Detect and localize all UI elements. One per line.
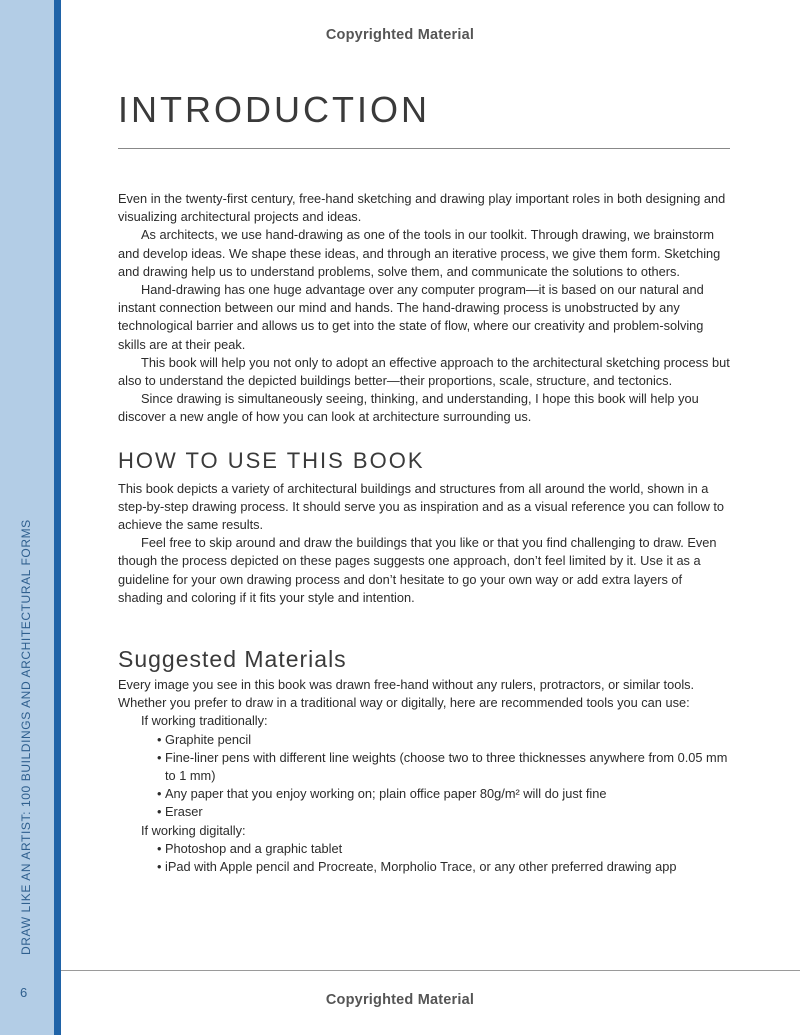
intro-paragraph: This book will help you not only to adopt an effective approach to the architectural sketching process but also to understand the depicted buildings better—their proportions, scale, structure, and tectonics. [118,354,730,389]
watermark-bottom: Copyrighted Material [325,992,475,1008]
how-to-use-body [118,480,730,607]
list-item: • Photoshop and a graphic tablet [157,840,730,858]
intro-paragraph: Hand-drawing has one huge advantage over any computer program—it is based on our natural and instant connection between our mind and hands. The hand-drawing process is unobstructed by any technological barrier and allows us to get into the state of flow, where our creativity and problem-solving skills are at their peak. [118,282,704,352]
footer-divider [61,970,800,971]
watermark-top: Copyrighted Material [325,27,475,43]
intro-paragraph: Since drawing is simultaneously seeing, thinking, and understanding, I hope this book will help you discover a new angle of how you can look at architecture surrounding us. [118,391,699,425]
running-book-title: DRAW LIKE AN ARTIST: 100 BUILDINGS AND ARCHITECTURAL FORMS [19,519,33,955]
how-to-use-heading: HOW TO USE THIS BOOK [118,447,425,473]
page-title: INTRODUCTION [118,89,430,130]
list-item: • Eraser [157,803,730,821]
list-item: • Graphite pencil [157,731,730,749]
bullet-icon: • [157,786,162,802]
digital-label: If working digitally: [141,822,246,838]
list-item: • Any paper that you enjoy working on; plain office paper 80g/m² will do just fine [157,785,730,803]
bullet-icon: • [157,804,162,820]
how-to-use-paragraph: This book depicts a variety of architectural buildings and structures from all around the world, shown in a step-by-step drawing process. It should serve you as inspiration and as a visual reference you can follow to achieve the same results. [118,480,725,533]
introduction-body [118,190,730,427]
digital-tools-list [118,840,730,876]
bullet-icon: • [157,859,162,875]
materials-intro: Every image you see in this book was drawn free-hand without any rulers, protractors, or similar tools. Whether you prefer to draw in a traditional way or digitally, here are recommended tools you can use: [118,677,695,711]
list-item: • Fine-liner pens with different line weights (choose two to three thicknesses anywhere from 0.05 mm to 1 mm) [157,749,728,784]
materials-heading: Suggested Materials [118,646,347,673]
traditional-tools-list [118,731,730,822]
page-content [118,88,730,876]
intro-paragraph: Even in the twenty-first century, free-hand sketching and drawing play important roles in both designing and visualizing architectural projects and ideas. [118,191,726,225]
how-to-use-paragraph: Feel free to skip around and draw the buildings that you like or that you find challenging to draw. Even though the process depicted on these pages suggests one approach, don’t feel limited by it. Use it as a guideline for your own drawing process and don’t hesitate to go your own way or add extra layers of shading and coloring if it fits your style and intention. [118,535,717,605]
title-divider [118,148,730,149]
bullet-icon: • [157,749,162,765]
bullet-icon: • [157,840,162,856]
traditional-label: If working traditionally: [141,713,268,729]
list-item: • iPad with Apple pencil and Procreate, Morpholio Trace, or any other preferred drawing app [157,858,730,876]
page-number: 6 [20,985,28,1000]
sidebar-accent-stripe [54,0,61,1035]
intro-paragraph: As architects, we use hand-drawing as one of the tools in our toolkit. Through drawing, we brainstorm and develop ideas. We shape these ideas, and through an iterative process, we give them form. Sketching and drawing help us to understand problems, solve them, and communicate the solutions to others. [118,227,721,279]
bullet-icon: • [157,731,162,747]
